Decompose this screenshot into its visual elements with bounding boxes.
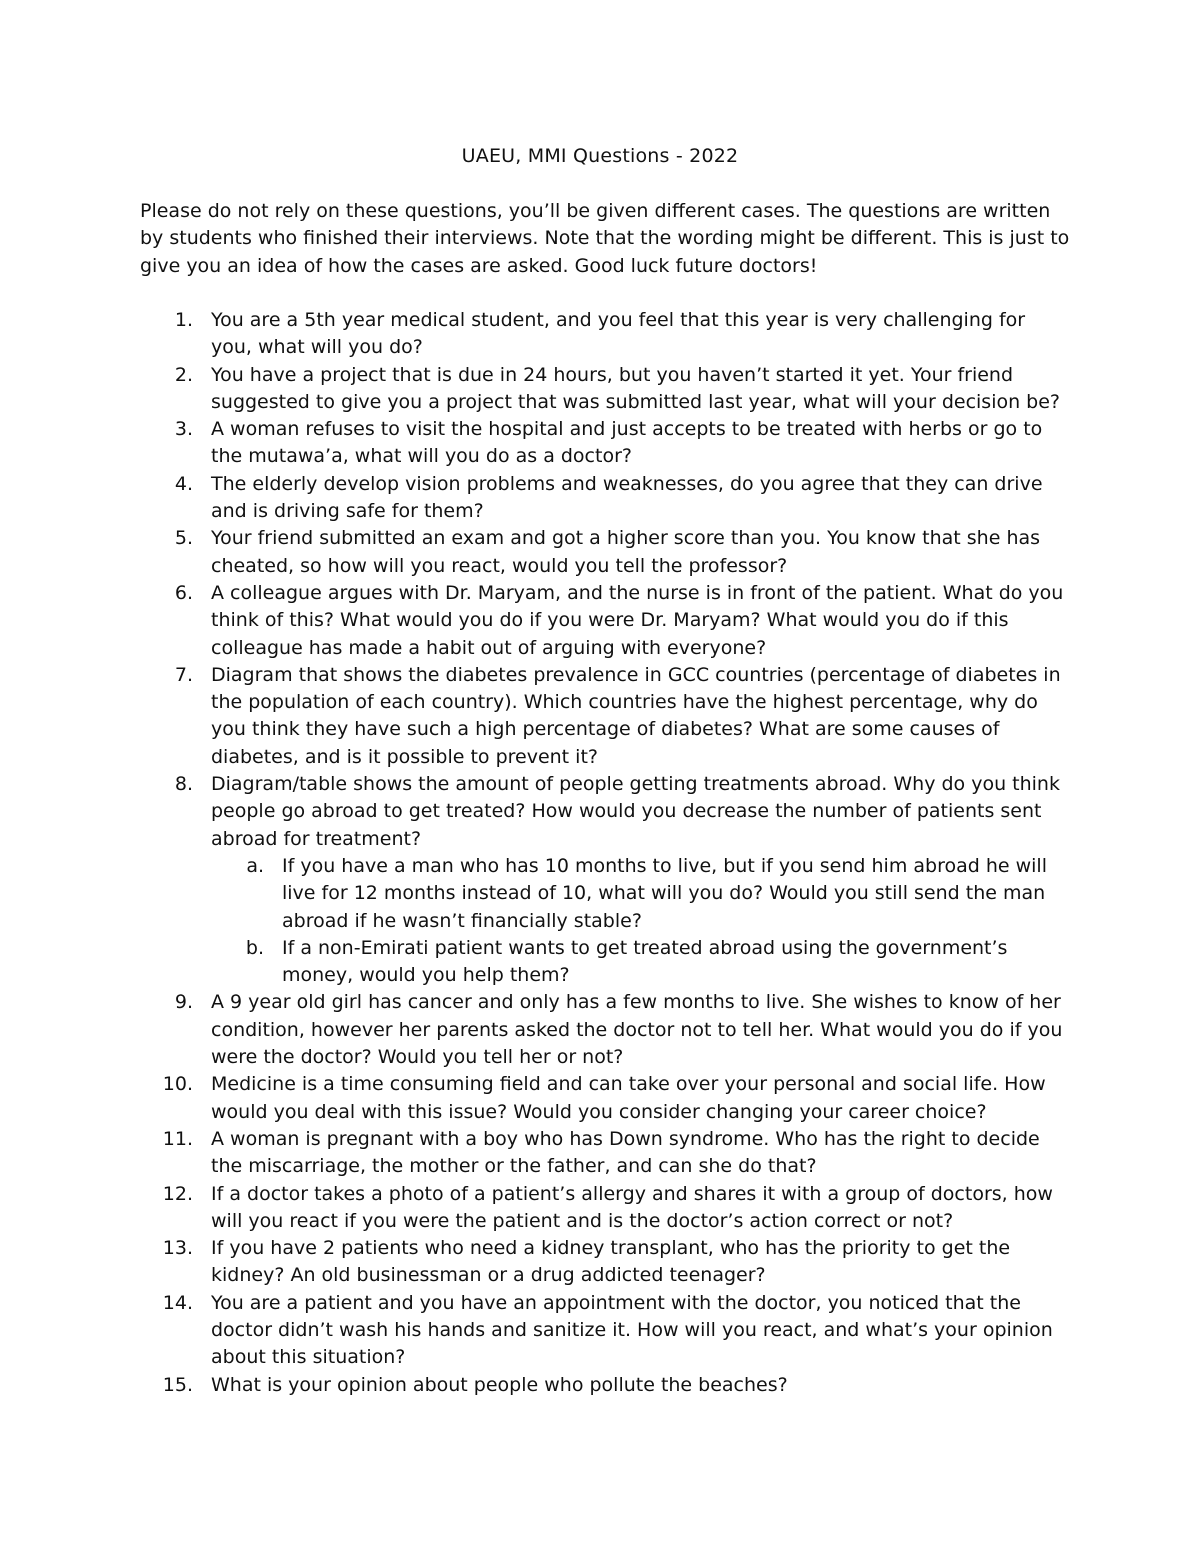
sub-question-text: If you have a man who has 10 months to live, but if you send him abroad he will live for 12 months instead of 10, what will you do? Would you still send the man abroad if he wasn’t financially stable? [282, 854, 1047, 932]
intro-paragraph: Please do not rely on these questions, you’ll be given different cases. The questions are written by students who finished their interviews. Note that the wording might be different. This is just to give you an idea of how the cases are asked. Good luck future doctors! [140, 200, 1070, 277]
question-number: 11. [162, 1127, 193, 1150]
question-item [140, 362, 1070, 417]
question-text: The elderly develop vision problems and weaknesses, do you agree that they can drive and is driving safe for them? [211, 472, 1043, 523]
sub-question-list [211, 853, 1070, 989]
question-number: 7. [174, 663, 193, 686]
question-number: 8. [174, 773, 193, 796]
question-text: Diagram that shows the diabetes prevalence in GCC countries (percentage of diabetes in the population of each country). Which countries have the highest percentage, why do you think they have such a high percentage of diabetes? What are some causes of diabetes, and is it possible to prevent it? [211, 663, 1061, 768]
question-number: 6. [174, 581, 193, 604]
question-text: You are a 5th year medical student, and you feel that this year is very challenging for you, what will you do? [211, 309, 1026, 359]
question-number: 10. [162, 1073, 193, 1096]
question-number: 1. [174, 309, 193, 331]
question-item [140, 1235, 1070, 1290]
question-number: 2. [174, 363, 193, 386]
sub-question-letter: b. [245, 936, 264, 959]
question-text: Medicine is a time consuming field and can take over your personal and social life. How would you deal with this issue? Would you consider changing your career choice? [211, 1073, 1046, 1123]
question-number: 14. [162, 1291, 193, 1314]
question-number: 12. [162, 1182, 193, 1205]
question-number: 9. [174, 991, 193, 1014]
sub-question-letter: a. [246, 854, 264, 877]
sub-question-item [211, 853, 1070, 935]
question-text: Diagram/table shows the amount of people getting treatments abroad. Why do you think people go abroad to get treated? How would you decrease the number of patients sent abroad for treatment? [211, 773, 1060, 850]
question-item [140, 771, 1070, 989]
question-item [140, 416, 1070, 471]
question-text: You are a patient and you have an appointment with the doctor, you noticed that the doctor didn’t wash his hands and sanitize it. How will you react, and what’s your opinion about this situation? [211, 1291, 1053, 1369]
question-item [140, 662, 1070, 771]
question-list [140, 307, 1070, 1399]
question-item [140, 580, 1070, 662]
question-item [140, 525, 1070, 580]
sub-question-item [211, 935, 1070, 990]
question-text: A woman is pregnant with a boy who has Down syndrome. Who has the right to decide the miscarriage, the mother or the father, and can she do that? [211, 1127, 1040, 1178]
question-text: A 9 year old girl has cancer and only has a few months to live. She wishes to know of her condition, however her parents asked the doctor not to tell her. What would you do if you were the doctor? Would you tell her or not? [211, 991, 1063, 1069]
document-title: UAEU, MMI Questions - 2022 [461, 145, 739, 167]
question-item [140, 1126, 1070, 1181]
question-text: Your friend submitted an exam and got a higher score than you. You know that she has cheated, so how will you react, would you tell the professor? [211, 527, 1041, 577]
question-number: 5. [174, 527, 193, 550]
question-item [140, 1071, 1070, 1126]
question-item [140, 1372, 1070, 1399]
sub-question-text: If a non-Emirati patient wants to get treated abroad using the government’s money, would you help them? [282, 936, 1008, 987]
question-number: 3. [174, 418, 193, 441]
question-number: 13. [162, 1237, 193, 1260]
question-item [140, 1181, 1070, 1236]
question-text: If you have 2 patients who need a kidney transplant, who has the priority to get the kidney? An old businessman or a drug addicted teenager? [211, 1237, 1011, 1287]
question-text: A colleague argues with Dr. Maryam, and the nurse is in front of the patient. What do you think of this? What would you do if you were Dr. Maryam? What would you do if this colleague has made a habit out of arguing with everyone? [211, 581, 1064, 659]
question-item [140, 989, 1070, 1071]
question-number: 4. [174, 472, 193, 495]
question-item [140, 471, 1070, 526]
question-number: 15. [162, 1373, 193, 1396]
question-text: If a doctor takes a photo of a patient’s allergy and shares it with a group of doctors, how will you react if you were the patient and is the doctor’s action correct or not? [211, 1182, 1053, 1232]
question-text: You have a project that is due in 24 hours, but you haven’t started it yet. Your friend suggested to give you a project that was submitted last year, what will your decision be? [211, 363, 1061, 413]
question-item [140, 1290, 1070, 1372]
question-text: A woman refuses to visit the hospital and just accepts to be treated with herbs or go to the mutawa’a, what will you do as a doctor? [211, 418, 1043, 468]
question-item [140, 307, 1070, 362]
question-text: What is your opinion about people who pollute the beaches? [211, 1373, 788, 1396]
